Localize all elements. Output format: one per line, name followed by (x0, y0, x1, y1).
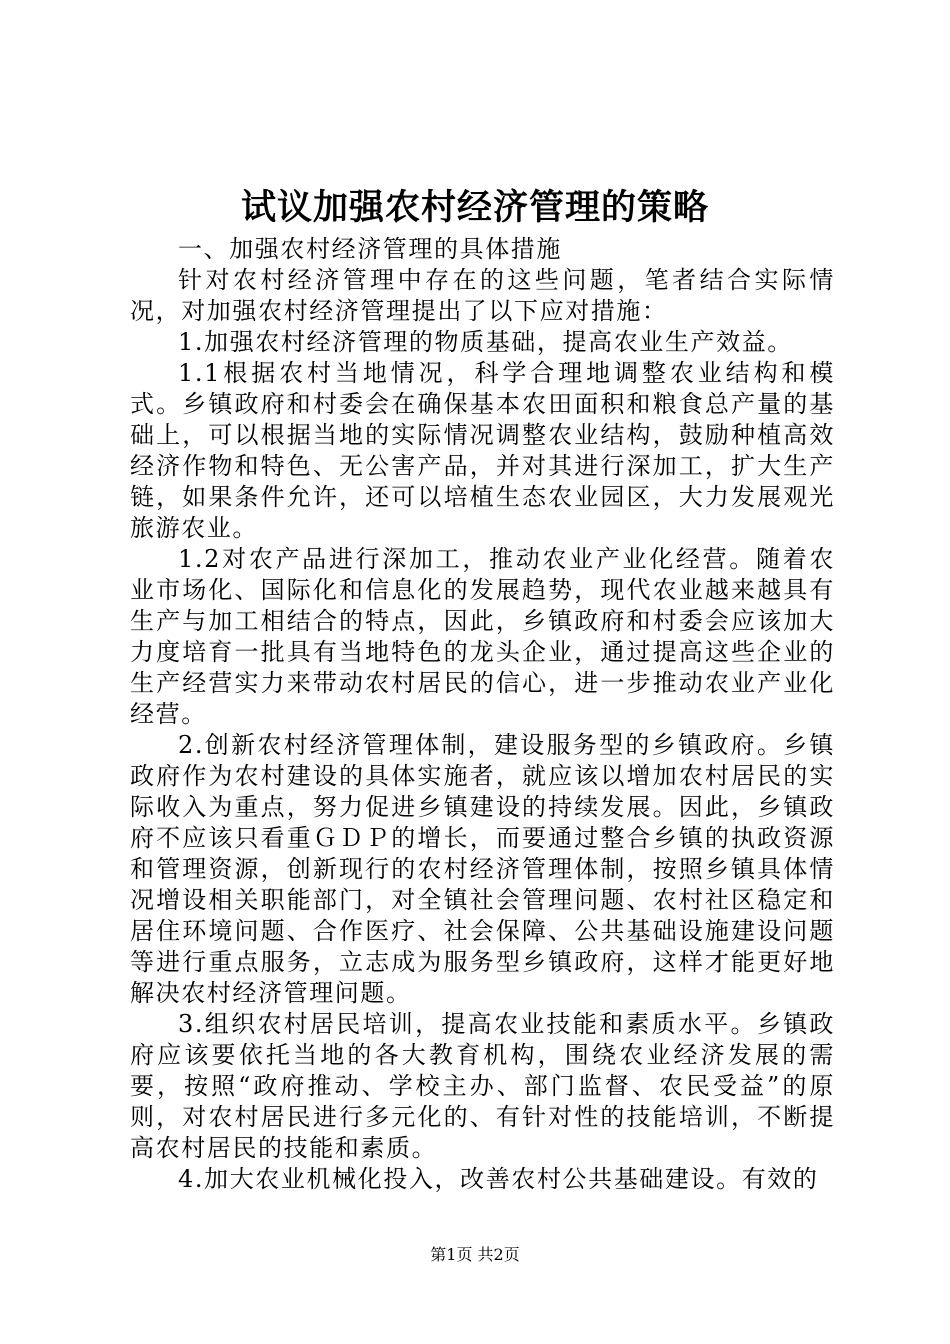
document-body (130, 234, 835, 1195)
paragraph: 1.1根据农村当地情况，科学合理地调整农业结构和模式。乡镇政府和村委会在确保基本农田面积和粮食总产量的基础上，可以根据当地的实际情况调整农业结构，鼓励种植高效经济作物和特色、无公害产品，并对其进行深加工，扩大生产链，如果条件允许，还可以培植生态农业园区，大力发展观光旅游农业。 (130, 359, 835, 542)
page-footer: 第1页 共2页 (430, 1245, 520, 1264)
document-title: 试议加强农村经济管理的策略 (240, 187, 709, 228)
paragraph: 针对农村经济管理中存在的这些问题，笔者结合实际情况，对加强农村经济管理提出了以下应对措施： (130, 266, 835, 325)
paragraph: 4.加大农业机械化投入，改善农村公共基础建设。有效的 (178, 1165, 819, 1193)
paragraph: 2.创新农村经济管理体制，建设服务型的乡镇政府。乡镇政府作为农村建设的具体实施者，就应该以增加农村居民的实际收入为重点，努力促进乡镇建设的持续发展。因此，乡镇政府不应该只看重ＧＤＰ的增长，而要通过整合乡镇的执政资源和管理资源，创新现行的农村经济管理体制，按照乡镇具体情况增设相关职能部门，对全镇社会管理问题、农村社区稳定和居住环境问题、合作医疗、社会保障、公共基础设施建设问题等进行重点服务，立志成为服务型乡镇政府，这样才能更好地解决农村经济管理问题。 (130, 731, 835, 1007)
paragraph: 3.组织农村居民培训，提高农业技能和素质水平。乡镇政府应该要依托当地的各大教育机构，围绕农业经济发展的需要，按照“政府推动、学校主办、部门监督、农民受益”的原则，对农村居民进行多元化的、有针对性的技能培训，不断提高农村居民的技能和素质。 (130, 1010, 835, 1162)
paragraph: 1.2对农产品进行深加工，推动农业产业化经营。随着农业市场化、国际化和信息化的发展趋势，现代农业越来越具有生产与加工相结合的特点，因此，乡镇政府和村委会应该加大力度培育一批具有当地特色的龙头企业，通过提高这些企业的生产经营实力来带动农村居民的信心，进一步推动农业产业化经营。 (130, 545, 835, 728)
paragraph: 1.加强农村经济管理的物质基础，提高农业生产效益。 (178, 328, 793, 356)
section-heading: 一、加强农村经济管理的具体措施 (178, 235, 562, 263)
